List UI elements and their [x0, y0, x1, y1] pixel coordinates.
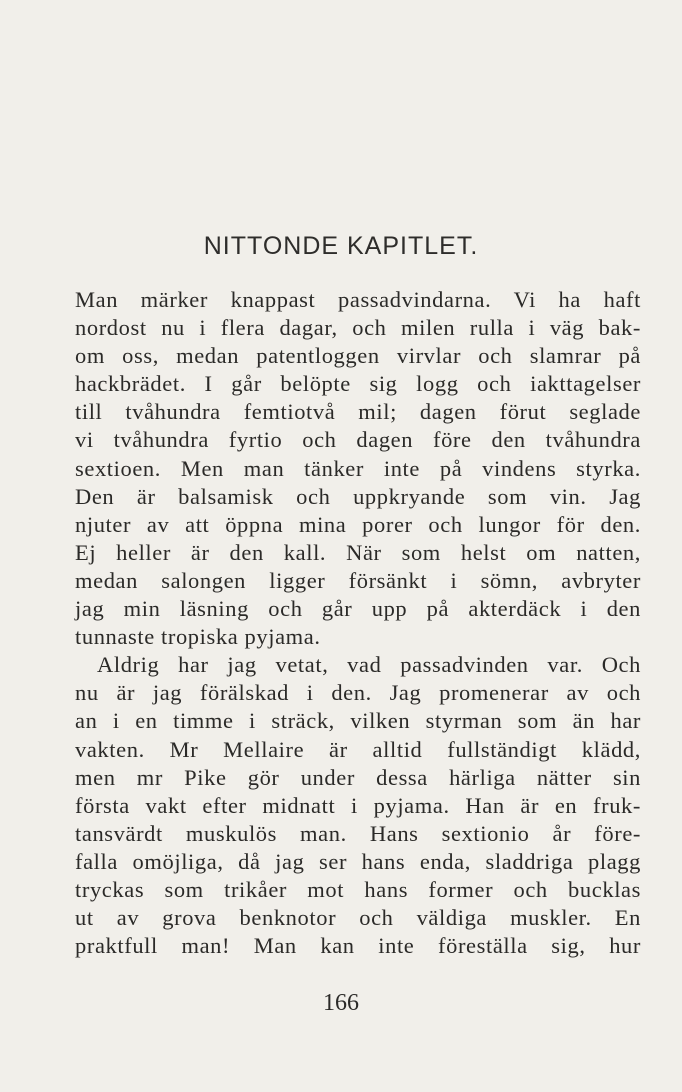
text-line: ut av grova benknotor och väldiga muskler. En — [75, 905, 641, 931]
page-number: 166 — [323, 990, 359, 1016]
text-line: vakten. Mr Mellaire är alltid fullständigt klädd, — [75, 736, 641, 762]
text-line: sextioen. Men man tänker inte på vindens styrka. — [75, 455, 641, 481]
paragraph-2 — [75, 651, 641, 960]
text-line: om oss, medan patentloggen virvlar och slamrar på — [75, 343, 641, 369]
text-line: nu är jag förälskad i den. Jag promenerar av och — [75, 680, 641, 706]
text-line: Ej heller är den kall. När som helst om natten, — [75, 539, 641, 565]
text-line: Den är balsamisk och uppkryande som vin. Jag — [75, 483, 641, 509]
text-line: vi tvåhundra fyrtio och dagen före den tvåhundra — [75, 427, 641, 453]
text-line: jag min läsning och går upp på akterdäck i den — [75, 596, 641, 622]
text-line: första vakt efter midnatt i pyjama. Han är en fruk- — [75, 792, 641, 818]
text-line: tryckas som trikåer mot hans former och bucklas — [75, 876, 641, 902]
text-line: Aldrig har jag vetat, vad passadvinden var. Och — [97, 652, 641, 678]
text-line: till tvåhundra femtiotvå mil; dagen förut seglade — [75, 399, 641, 425]
text-line: falla omöjliga, då jag ser hans enda, sladdriga plagg — [75, 848, 641, 874]
text-line: praktfull man! Man kan inte föreställa sig, hur — [75, 933, 641, 959]
body-text — [75, 286, 641, 960]
text-line: tunnaste tropiska pyjama. — [75, 624, 321, 650]
text-line: an i en timme i sträck, vilken styrman som än har — [75, 708, 641, 734]
text-line: medan salongen ligger försänkt i sömn, avbryter — [75, 567, 641, 593]
text-line: njuter av att öppna mina porer och lungor för den. — [75, 511, 641, 537]
text-line: men mr Pike gör under dessa härliga nätter sin — [75, 764, 641, 790]
text-line: hackbrädet. I går belöpte sig logg och iakttagelser — [75, 371, 641, 397]
text-line: Man märker knappast passadvindarna. Vi ha haft — [75, 287, 641, 312]
paragraph-1 — [75, 286, 641, 651]
text-line: nordost nu i flera dagar, och milen rulla i väg bak- — [75, 315, 641, 341]
text-line: tansvärdt muskulös man. Hans sextionio år före- — [75, 820, 641, 846]
chapter-title: NITTONDE KAPITLET. — [203, 232, 479, 260]
